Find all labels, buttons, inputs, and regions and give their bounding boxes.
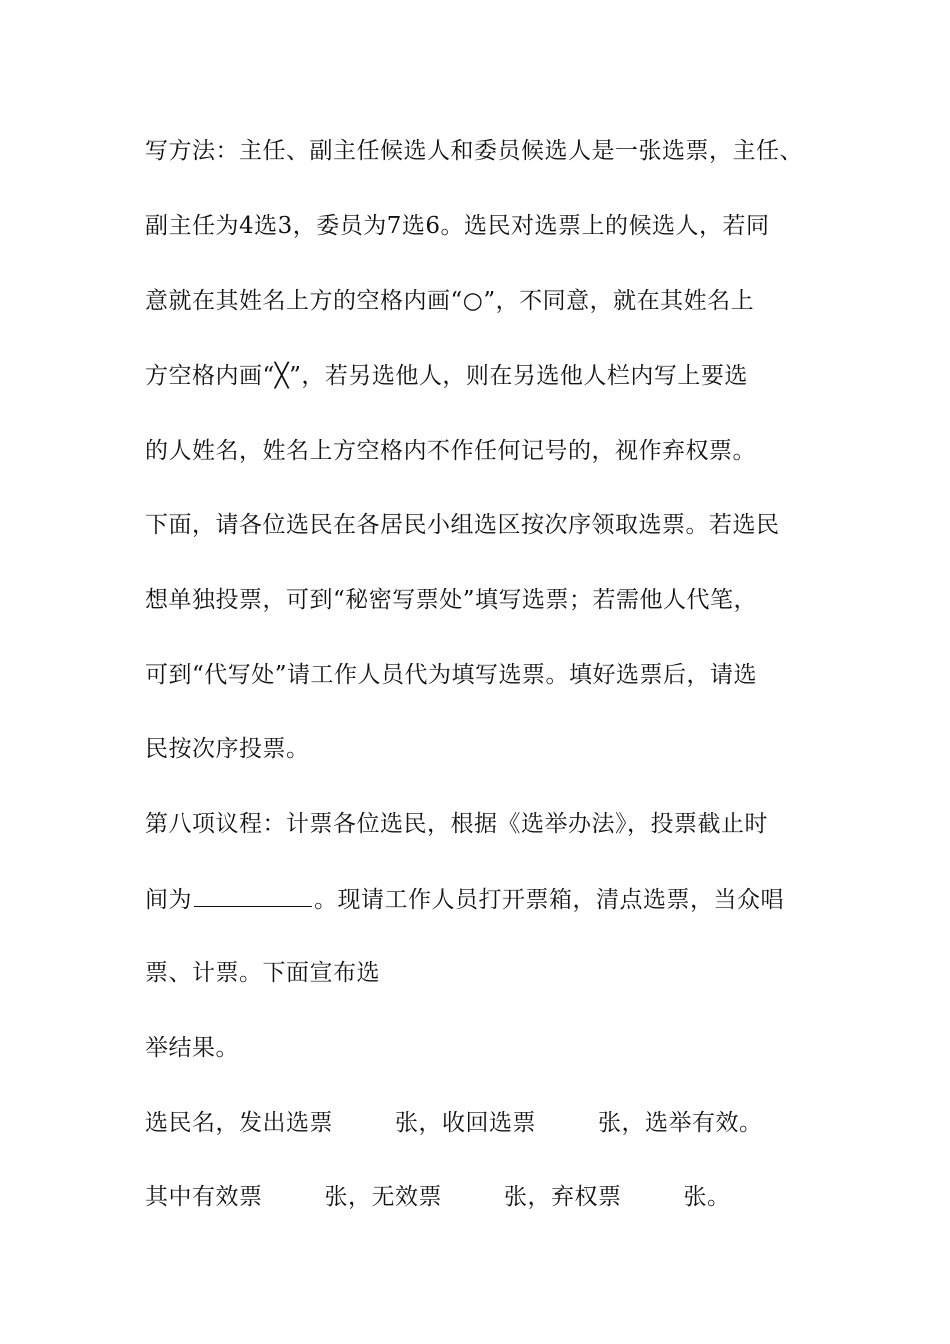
result-2-part-1: 其中有效票 [145, 1184, 263, 1210]
result-1-part-1: 选民名，发出选票 [145, 1110, 333, 1136]
result-line-1 [145, 1108, 763, 1138]
result-1-part-2: 张，收回选票 [395, 1110, 536, 1136]
deadline-suffix: 。现请工作人员打开票箱，清点选票，当众唱 [314, 887, 784, 913]
text-line-6: 下面，请各位选民在各居民小组选区按次序领取选票。若选民 [145, 512, 780, 538]
text-line-5: 的人姓名，姓名上方空格内不作任何记号的，视作弃权票。 [145, 438, 756, 464]
deadline-blank[interactable] [194, 884, 312, 907]
result-2-part-3: 张，弃权票 [504, 1184, 622, 1210]
result-line-2 [145, 1182, 731, 1212]
text-line-1: 写方法：主任、副主任候选人和委员候选人是一张选票，主任、 [145, 138, 803, 164]
result-2-part-2: 张，无效票 [324, 1184, 442, 1210]
text-line-8: 可到“代写处”请工作人员代为填写选票。填好选票后，请选 [145, 662, 758, 688]
text-line-3: 意就在其姓名上方的空格内画“○”，不同意，就在其姓名上 [145, 288, 755, 314]
result-2-part-4: 张。 [683, 1184, 731, 1210]
text-line-2: 副主任为4选3，委员为7选6。选民对选票上的候选人，若同 [145, 213, 770, 239]
result-1-part-3: 张，选举有效。 [598, 1110, 763, 1136]
deadline-prefix: 间为 [145, 887, 192, 913]
text-line-7: 想单独投票，可到“秘密写票处”填写选票；若需他人代笔， [145, 587, 758, 613]
text-line-10: 第八项议程：计票各位选民，根据《选举办法》，投票截止时 [145, 811, 768, 837]
deadline-line [145, 884, 784, 915]
text-line-13: 举结果。 [145, 1035, 239, 1061]
text-line-9: 民按次序投票。 [145, 736, 310, 762]
text-line-4: 方空格内画“╳”，若另选他人，则在另选他人栏内写上要选 [145, 363, 748, 389]
text-line-12: 票、计票。下面宣布选 [145, 960, 380, 986]
